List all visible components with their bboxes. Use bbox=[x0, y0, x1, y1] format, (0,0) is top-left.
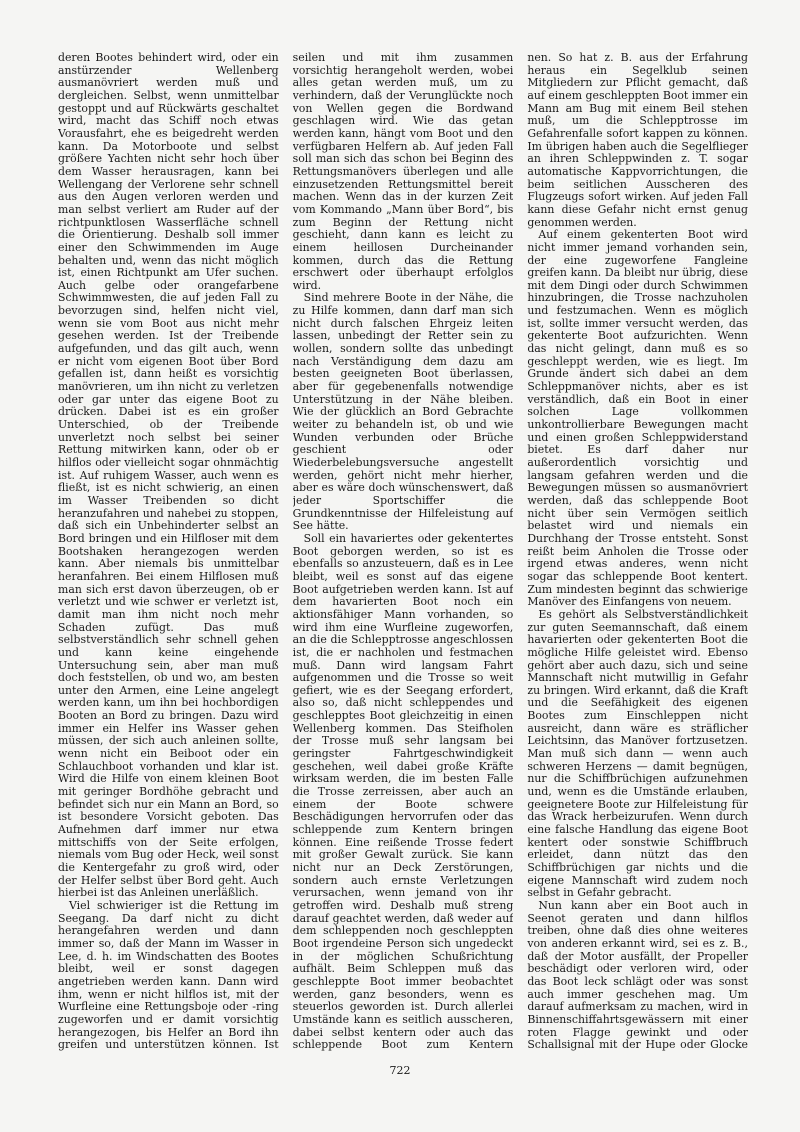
column-1 bbox=[58, 52, 279, 1052]
paragraph: Es gehört als Selbstverständlichkeit zur guten Seemannschaft, daß einem havarierten oder gekenterten Boot die mögliche Hilfe geleistet wird. Ebenso gehört aber auch dazu, sich und seine Mannschaft nicht mutwillig in Gefahr zu bringen. Wird erkannt, daß die Kraft und die Seefähigkeit des eigenen Bootes zum Einschleppen nicht ausreicht, dann wäre es sträflicher Leichtsinn, das Manöver fortzusetzen. Man muß sich dann — wenn auch schweren Herzens — damit begnügen, nur die Schiffbrüchigen aufzunehmen und, wenn es die Umstände erlauben, geeignetere Boote zur Hilfeleistung für das Wrack herbeizurufen. Wenn durch eine falsche Handlung das eigene Boot kentert oder sonstwie Schiffbruch erleidet, dann nützt das den Schiffbrüchigen gar nichts und die eigene Mannschaft wird zudem noch selbst in Gefahr gebracht. bbox=[527, 607, 748, 900]
paragraph: nen. So hat z. B. aus der Erfahrung heraus ein Segelklub seinen Mitgliedern zur Pflicht gemacht, daß auf einem geschleppten Boot immer ein Mann am Bug mit einem Beil stehen muß, um die Schlepptrosse im Gefahrenfalle sofort kappen zu können. Im übrigen haben auch die Segelflieger an ihren Schleppwinden z. T. sogar automatische Kappvorrichtungen, die beim seitlichen Ausscheren des Flugzeugs sofort wirken. Auf jeden Fall kann diese Gefahr nicht ernst genug genommen werden. bbox=[527, 52, 748, 229]
paragraph: Viel schwieriger ist die Rettung im Seegang. Da darf nicht zu dicht herangefahren werden und dann immer so, daß der Mann im Wasser in Lee, d. h. im Windschatten des Bootes bleibt, weil er sonst dagegen angetrieben werden kann. Dann wird ihm, wenn er nicht hilflos ist, mit der Wurfleine eine Rettungsboje oder -ring zugeworfen und er damit vorsichtig herangezogen, bis Helfer an Bord ihn greifen und unterstützen können. Ist bbox=[58, 898, 279, 1052]
column-2 bbox=[293, 52, 514, 1052]
text-columns bbox=[58, 52, 748, 1052]
paragraph: Nun kann aber ein Boot auch in Seenot geraten und dann hilflos treiben, ohne daß dies ohne weiteres von anderen erkannt wird, sei es z. B., daß der Motor ausfällt, der Propeller beschädigt oder verloren wird, oder das Boot leck schlägt oder was sonst auch immer geschehen mag. Um darauf aufmerksam zu machen, wird in Binnenschiffahrtsgewässern mit einer roten Flagge gewinkt und oder Schallsignal mit der Hupe oder Glocke bbox=[527, 898, 748, 1052]
column-3 bbox=[527, 52, 748, 1052]
paragraph: Soll ein havariertes oder gekentertes Boot geborgen werden, so ist es ebenfalls so anzusteuern, daß es in Lee bleibt, weil es sonst auf das eigene Boot aufgetrieben werden kann. Ist auf dem havarierten Boot noch ein aktionsfähiger Mann vorhanden, so wird ihm eine Wurfleine zugeworfen, an die die Schlepptrosse angeschlossen ist, die er nachholen und festmachen muß. Dann wird langsam Fahrt aufgenommen und die Trosse so weit gefiert, wie es der Seegang erfordert, also so, daß nicht schleppendes und geschlepptes Boot gleichzeitig in einen Wellenberg kommen. Das Steifholen der Trosse muß sehr langsam bei geringster Fahrtgeschwindigkeit geschehen, weil dabei große Kräfte wirksam werden, die im besten Falle die Trosse zerreissen, aber auch an einem der Boote schwere Beschädigungen hervorrufen oder das schleppende zum Kentern bringen können. Eine reißende Trosse federt mit großer Gewalt zurück. Sie kann nicht nur an Deck Zerstörungen, sondern auch ernste Verletzungen verursachen, wenn jemand von ihr getroffen wird. Deshalb muß streng darauf geachtet werden, daß weder auf dem schleppenden noch geschleppten Boot irgendeine Person sich ungedeckt in der möglichen Schußrichtung aufhält. Beim Schleppen muß das geschleppte Boot immer beobachtet werden, ganz besonders, wenn es steuerlos geworden ist. Durch allerlei Umstände kann es seitlich ausscheren, dabei selbst kentern oder auch das schleppende Boot zum Kentern bbox=[292, 531, 514, 1052]
paragraph: Sind mehrere Boote in der Nähe, die zu Hilfe kommen, dann darf man sich nicht durch falschen Ehrgeiz leiten lassen, unbedingt der Retter sein zu wollen, sondern sollte das unbedingt nach Verständigung dem dazu am besten geeigneten Boot überlassen, aber für gegebenenfalls notwendige Unterstützung in der Nähe bleiben. Wie der glücklich an Bord Gebrachte weiter zu behandeln ist, ob und wie Wunden verbunden oder Brüche geschient oder Wiederbelebungsversuche angestellt werden, gehört nicht mehr hierher, aber es wäre doch wünschenswert, daß jeder Sportschiffer die Grundkenntnisse der Hilfeleistung auf See hätte. bbox=[292, 291, 514, 533]
paragraph: seilen und mit ihm zusammen vorsichtig herangeholt werden, wobei alles getan werden muß, um zu verhindern, daß der Verunglückte noch von Wellen gegen die Bordwand geschlagen wird. Wie das getan werden kann, hängt vom Boot und den verfügbaren Helfern ab. Auf jeden Fall soll man sich das schon bei Beginn des Rettungsmanövers überlegen und alle einzusetzenden Rettungsmittel bereit machen. Wenn das in der kurzen Zeit vom Kommando „Mann über Bord“, bis zum Beginn der Rettung nicht geschieht, dann kann es leicht zu einem heillosen Durcheinander kommen, durch das die Rettung erschwert oder überhaupt erfolglos wird. bbox=[292, 52, 514, 292]
page-number: 722 bbox=[389, 1064, 411, 1077]
paragraph: Auf einem gekenterten Boot wird nicht immer jemand vorhanden sein, der eine zugeworfene Fangleine greifen kann. Da bleibt nur übrig, diese mit dem Dingi oder durch Schwimmen hinzubringen, die Trosse nachzuholen und festzumachen. Wenn es möglich ist, sollte immer versucht werden, das gekenterte Boot aufzurichten. Wenn das nicht gelingt, dann muß es so geschleppt werden, wie es liegt. Im Grunde ändert sich dabei an dem Schleppmanöver nichts, aber es ist verständlich, daß ein Boot in einer solchen Lage vollkommen unkontrollierbare Bewegungen macht und einen großen Schleppwiderstand bietet. Es darf daher nur außerordentlich vorsichtig und langsam gefahren werden und die Bewegungen müssen so ausmanövriert werden, daß das schleppende Boot nicht über sein Vermögen seitlich belastet wird und niemals ein Durchhang der Trosse entsteht. Sonst reißt beim Anholen die Trosse oder irgend etwas anderes, wenn nicht sogar das schleppende Boot kentert. Zum mindesten beginnt das schwierige Manöver des Einfangens von neuem. bbox=[527, 228, 748, 609]
paragraph: deren Bootes behindert wird, oder ein anstürzender Wellenberg ausmanövriert werden muß und dergleichen. Selbst, wenn unmittelbar gestoppt und auf Rückwärts geschaltet wird, macht das Schiff noch etwas Vorausfahrt, ehe es beigedreht werden kann. Da Motorboote und selbst größere Yachten nicht sehr hoch über dem Wasser herausragen, kann bei Wellengang der Verlorene sehr schnell aus den Augen verloren werden und man selbst verliert am Ruder auf der richtpunktlosen Wasserfläche schnell die Orientierung. Deshalb soll immer einer den Schwimmenden im Auge behalten und, wenn das nicht möglich ist, einen Richtpunkt am Ufer suchen. Auch gelbe oder orangefarbene Schwimmwesten, die auf jeden Fall zu bevorzugen sind, helfen nicht viel, wenn sie vom Boot aus nicht mehr gesehen werden. Ist der Treibende aufgefunden, und das gilt auch, wenn er nicht vom eigenen Boot über Bord gefallen ist, dann heißt es vorsichtig manövrieren, um ihn nicht zu verletzen oder gar unter das eigene Boot zu drücken. Dabei ist es ein großer Unterschied, ob der Treibende unverletzt noch selbst bei seiner Rettung mitwirken kann, oder ob er hilflos oder vielleicht sogar ohnmächtig ist. Auf ruhigem Wasser, auch wenn es fließt, ist es nicht schwierig, an einen im Wasser Treibenden so dicht heranzufahren und nahebei zu stoppen, daß sich ein Unbehinderter selbst an Bord bringen und ein Hilfloser mit dem Bootshaken herangezogen werden kann. Aber niemals bis unmittelbar heranfahren. Bei einem Hilflosen muß man sich erst davon überzeugen, ob er verletzt und wie schwer er verletzt ist, damit man ihm nicht noch mehr Schaden zufügt. Das muß selbstverständlich sehr schnell gehen und kann keine eingehende Untersuchung sein, aber man muß doch feststellen, ob und wo, am besten unter den Armen, eine Leine angelegt werden kann, um ihn bei hochbordigen Booten an Bord zu bringen. Dazu wird immer ein Helfer ins Wasser gehen müssen, der sich auch anleinen sollte, wenn nicht ein Beiboot oder ein Schlauchboot vorhanden und klar ist. Wird die Hilfe von einem kleinen Boot mit geringer Bordhöhe gebracht und befindet sich nur ein Mann an Bord, so ist besondere Vorsicht geboten. Das Aufnehmen darf immer nur etwa mittschiffs von der Seite erfolgen, niemals vom Bug oder Heck, weil sonst die Kentergefahr zu groß wird, oder der Helfer selbst über Bord geht. Auch hierbei ist das Anleinen unerläßlich. bbox=[58, 52, 279, 900]
